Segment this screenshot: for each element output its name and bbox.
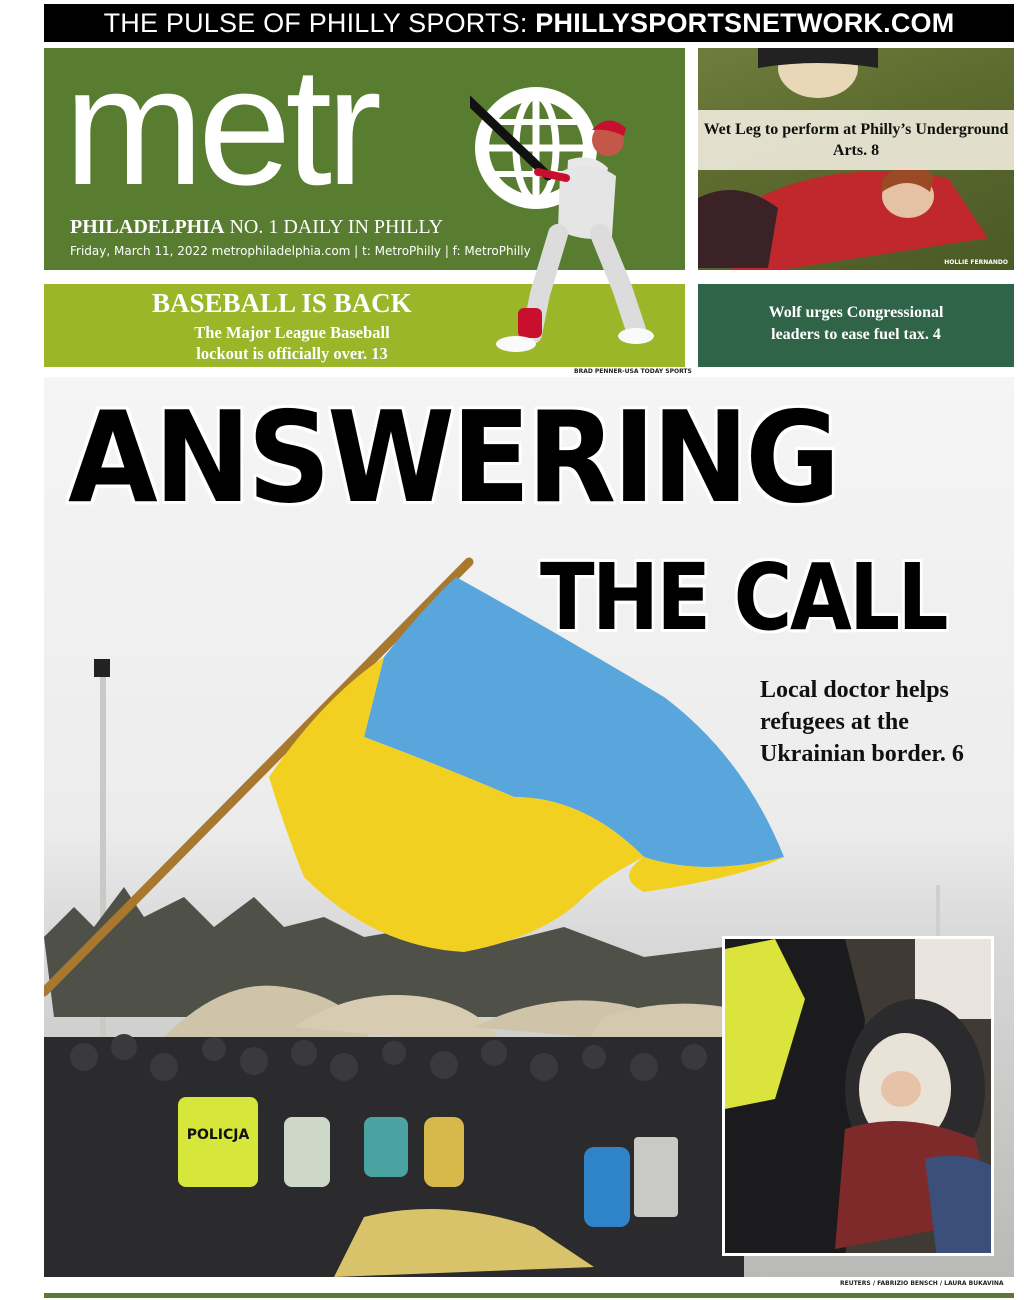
baseball-promo-title: BASEBALL IS BACK bbox=[152, 288, 412, 318]
player-photo-credit: BRAD PENNER-USA TODAY SPORTS bbox=[574, 368, 692, 375]
banner-prefix: THE PULSE OF PHILLY SPORTS: bbox=[103, 8, 536, 38]
top-banner bbox=[44, 4, 1014, 42]
wetleg-photo-credit: HOLLIE FERNANDO bbox=[944, 259, 1008, 266]
wolf-promo[interactable] bbox=[698, 284, 1014, 367]
wetleg-promo-text: Wet Leg to perform at Philly’s Underground Arts. 8 bbox=[698, 110, 1014, 170]
baseball-promo-subtitle: The Major League Baseball lockout is officially over. 13 bbox=[194, 323, 390, 363]
police-vest-text: POLICJA bbox=[186, 1127, 250, 1143]
metro-logo: metr bbox=[64, 48, 376, 220]
doctor-with-infant-photo bbox=[725, 939, 994, 1256]
cover-photo-credit: REUTERS / FABRIZIO BENSCH / LAURA BUKAVINA bbox=[840, 1280, 1004, 1287]
inset-photo bbox=[722, 936, 994, 1256]
baseball-player-image bbox=[470, 86, 660, 356]
banner-site[interactable]: PHILLYSPORTSNETWORK.COM bbox=[535, 8, 955, 38]
headline-deck: Local doctor helps refugees at the Ukrainian border. 6 bbox=[760, 677, 964, 767]
main-headline-line2: THE CALL bbox=[540, 544, 946, 651]
tagline-text: NO. 1 DAILY IN PHILLY bbox=[224, 216, 444, 238]
masthead-tagline bbox=[70, 216, 443, 239]
dateline: Friday, March 11, 2022 metrophiladelphia.com | t: MetroPhilly | f: MetroPhilly bbox=[70, 244, 531, 258]
main-headline: ANSWERING bbox=[68, 384, 837, 531]
bottom-rule bbox=[44, 1293, 1014, 1298]
wolf-promo-text: Wolf urges Congressional leaders to ease fuel tax. 4 bbox=[768, 304, 944, 343]
wetleg-promo[interactable] bbox=[698, 48, 1014, 270]
city-name: PHILADELPHIA bbox=[70, 216, 225, 238]
